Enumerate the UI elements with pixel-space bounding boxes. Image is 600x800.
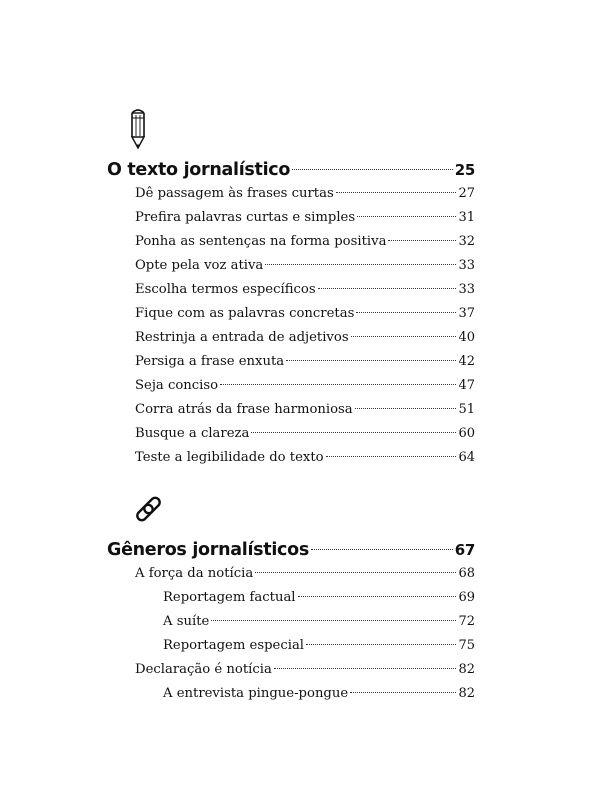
dot-leader	[255, 572, 456, 573]
entry-label: Opte pela voz ativa	[135, 258, 264, 273]
page-number: 67	[454, 541, 475, 559]
entry-label: Ponha as sentenças na forma positiva	[135, 234, 387, 249]
dot-leader	[355, 408, 457, 409]
toc-section-title[interactable]	[107, 160, 475, 184]
page-number: 27	[458, 186, 475, 201]
dot-leader	[306, 644, 456, 645]
toc-entry[interactable]	[135, 282, 475, 306]
page-number: 69	[458, 590, 475, 605]
dot-leader	[286, 360, 456, 361]
page-number: 72	[458, 614, 475, 629]
section-title: Gêneros jornalísticos	[107, 540, 309, 560]
dot-leader	[251, 432, 456, 433]
entry-label: Reportagem especial	[163, 638, 305, 653]
dot-leader	[356, 312, 456, 313]
entry-label: Declaração é notícia	[135, 662, 272, 677]
entry-label: Fique com as palavras concretas	[135, 306, 355, 321]
dot-leader	[211, 620, 456, 621]
page-number: 33	[458, 282, 475, 297]
toc-entry[interactable]	[135, 330, 475, 354]
toc-entry[interactable]	[135, 234, 475, 258]
toc-entry[interactable]	[135, 426, 475, 450]
toc-entry[interactable]	[135, 450, 475, 474]
toc-entry[interactable]	[135, 378, 475, 402]
dot-leader	[311, 549, 453, 550]
toc-section-title[interactable]	[107, 540, 475, 564]
dot-leader	[265, 264, 456, 265]
dot-leader	[220, 384, 456, 385]
page-number: 60	[458, 426, 475, 441]
dot-leader	[336, 192, 457, 193]
page-number: 82	[458, 662, 475, 677]
page-number: 68	[458, 566, 475, 581]
page-number: 40	[458, 330, 475, 345]
page-number: 64	[458, 450, 475, 465]
dot-leader	[388, 240, 456, 241]
dot-leader	[298, 596, 457, 597]
dot-leader	[292, 169, 453, 170]
entry-label: Persiga a frase enxuta	[135, 354, 285, 369]
toc-entry[interactable]	[135, 354, 475, 378]
toc-entry[interactable]	[135, 210, 475, 234]
page-number: 33	[458, 258, 475, 273]
entry-label: Prefira palavras curtas e simples	[135, 210, 356, 225]
page-number: 37	[458, 306, 475, 321]
entry-label: Reportagem factual	[163, 590, 296, 605]
toc-entry[interactable]	[135, 186, 475, 210]
dot-leader	[274, 668, 457, 669]
entry-label: A entrevista pingue-pongue	[163, 686, 349, 701]
toc-subentry[interactable]	[163, 590, 475, 614]
entry-label: Escolha termos específicos	[135, 282, 316, 297]
toc-subentry[interactable]	[163, 638, 475, 662]
page-number: 31	[458, 210, 475, 225]
chain-link-icon	[133, 495, 163, 525]
dot-leader	[326, 456, 457, 457]
page-number: 42	[458, 354, 475, 369]
page-number: 25	[454, 161, 475, 179]
toc-entry[interactable]	[135, 306, 475, 330]
page-number: 47	[458, 378, 475, 393]
entry-label: Busque a clareza	[135, 426, 250, 441]
entry-label: Dê passagem às frases curtas	[135, 186, 334, 201]
toc-entry[interactable]	[135, 402, 475, 426]
entry-label: Teste a legibilidade do texto	[135, 450, 324, 465]
dot-leader	[357, 216, 456, 217]
pencil-icon	[128, 106, 148, 150]
page-number: 75	[458, 638, 475, 653]
entry-label: Restrinja a entrada de adjetivos	[135, 330, 349, 345]
toc-entry[interactable]	[135, 566, 475, 590]
dot-leader	[351, 336, 457, 337]
entry-label: Seja conciso	[135, 378, 219, 393]
dot-leader	[318, 288, 457, 289]
entry-label: Corra atrás da frase harmoniosa	[135, 402, 353, 417]
page-number: 32	[458, 234, 475, 249]
toc-subentry[interactable]	[163, 614, 475, 638]
entry-label: A força da notícia	[135, 566, 254, 581]
toc-entry[interactable]	[135, 662, 475, 686]
toc-subentry[interactable]	[163, 686, 475, 710]
section-title: O texto jornalístico	[107, 160, 291, 180]
page-number: 51	[458, 402, 475, 417]
toc-entry[interactable]	[135, 258, 475, 282]
dot-leader	[350, 692, 456, 693]
entry-label: A suíte	[163, 614, 210, 629]
page-number: 82	[458, 686, 475, 701]
